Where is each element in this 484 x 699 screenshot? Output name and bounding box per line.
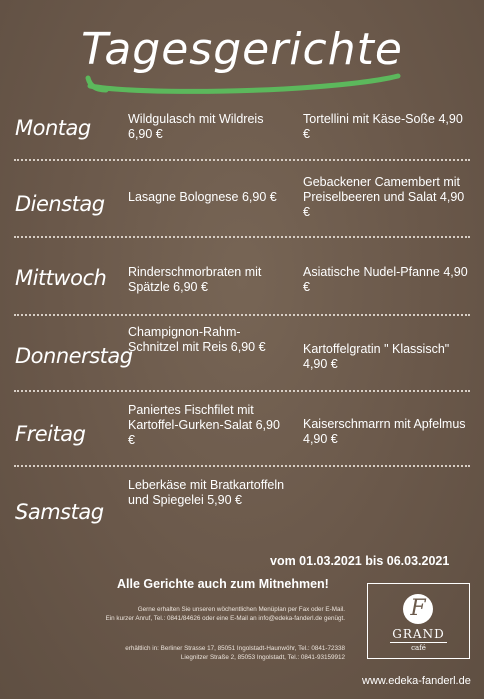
day-name: Samstag	[15, 500, 104, 524]
row-divider	[14, 390, 470, 392]
info-line-1: Gerne erhalten Sie unseren wöchentlichen Menüplan per Fax oder E-Mail.	[137, 606, 345, 613]
dish-second: Kartoffelgratin " Klassisch" 4,90 €	[303, 342, 450, 371]
logo-emblem-icon: F	[403, 594, 433, 624]
grand-cafe-logo	[367, 583, 470, 659]
address-text	[20, 645, 345, 662]
logo-divider	[390, 642, 447, 643]
address-line-2: Liegnitzer Straße 2, 85053 Ingolstadt, Tel.: 0841-93159912	[180, 653, 345, 661]
dish-main: Paniertes Fischfilet mit Kartoffel-Gurken-Salat 6,90 €	[128, 403, 280, 447]
info-line-2: Ein kurzer Anruf, Tel.: 0841/84626 oder eine E-Mail an info@edeka-fanderl.de genügt.	[105, 614, 345, 622]
row-divider	[14, 236, 470, 238]
day-name: Montag	[15, 116, 91, 140]
page-title: Tagesgerichte	[81, 24, 403, 75]
dish-second: Kaiserschmarrn mit Apfelmus 4,90 €	[303, 417, 466, 446]
day-name: Dienstag	[15, 192, 105, 216]
website-link[interactable]: www.edeka-fanderl.de	[362, 675, 471, 687]
header	[0, 18, 484, 88]
dish-main: Champignon-Rahm-Schnitzel mit Reis 6,90 €	[128, 325, 266, 354]
row-divider	[14, 159, 470, 161]
dish-second: Asiatische Nudel-Pfanne 4,90 €	[303, 265, 468, 294]
dish-main: Wildgulasch mit Wildreis 6,90 €	[128, 112, 264, 141]
takeaway-note: Alle Gerichte auch zum Mitnehmen!	[117, 577, 329, 591]
row-divider	[14, 465, 470, 467]
info-text	[20, 606, 345, 623]
logo-subtitle: café	[411, 644, 426, 652]
day-name: Donnerstag	[15, 344, 133, 368]
title-underline-swoosh	[84, 56, 404, 96]
date-range: vom 01.03.2021 bis 06.03.2021	[270, 554, 450, 568]
dish-second: Gebackener Camembert mit Preiselbeeren und Salat 4,90 €	[303, 175, 465, 219]
address-line-1: erhältlich in: Berliner Strasse 17, 85051 Ingolstadt-Haunwöhr, Tel.: 0841-72338	[125, 645, 345, 652]
dish-main: Lasagne Bolognese 6,90 €	[128, 190, 277, 204]
dish-main: Rinderschmorbraten mit Spätzle 6,90 €	[128, 265, 262, 294]
logo-name: GRAND	[392, 627, 445, 641]
dish-main: Leberkäse mit Bratkartoffeln und Spiegelei 5,90 €	[128, 478, 285, 507]
day-name: Mittwoch	[15, 266, 107, 290]
day-name: Freitag	[15, 422, 86, 446]
row-divider	[14, 314, 470, 316]
dish-second: Tortellini mit Käse-Soße 4,90 €	[303, 112, 463, 141]
